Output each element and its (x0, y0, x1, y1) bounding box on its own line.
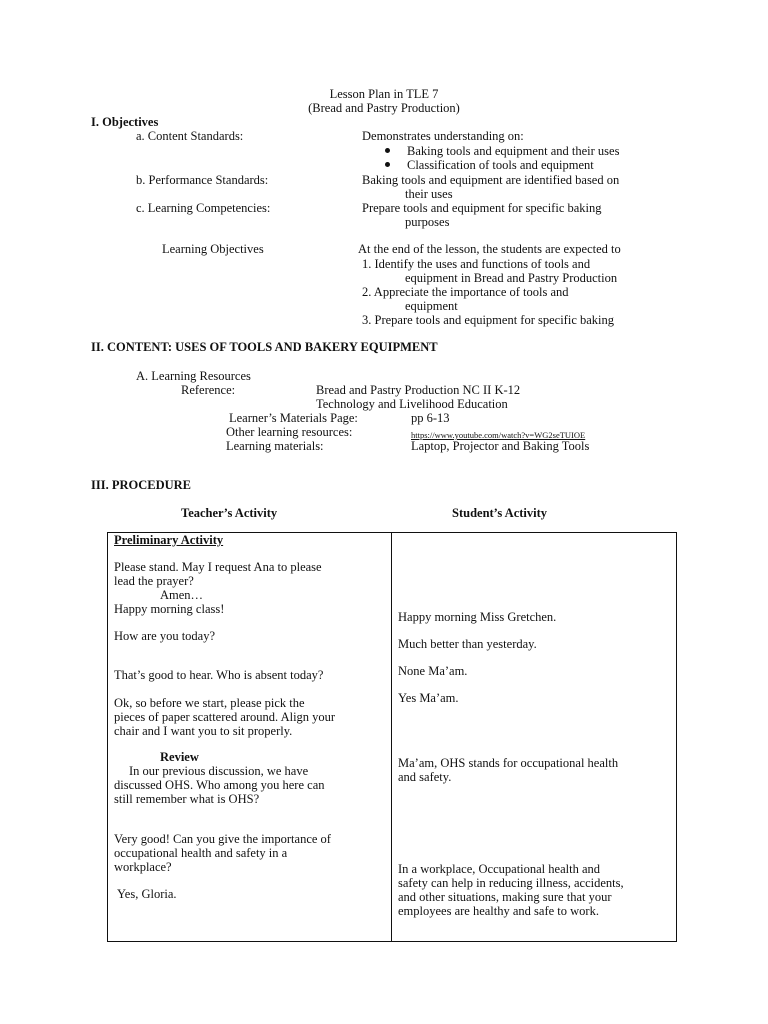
learning-objective-2a: 2. Appreciate the importance of tools and (362, 285, 569, 299)
student-line: Ma’am, OHS stands for occupational health (398, 756, 619, 770)
teacher-line: Please stand. May I request Ana to please (114, 560, 322, 574)
teacher-line: discussed OHS. Who among you here can (114, 778, 325, 792)
teacher-line: lead the prayer? (114, 574, 194, 588)
student-line: Much better than yesterday. (398, 637, 537, 651)
procedure-heading: III. PROCEDURE (91, 478, 192, 492)
teacher-line: pieces of paper scattered around. Align your (114, 710, 336, 724)
teacher-line: In our previous discussion, we have (129, 764, 309, 778)
performance-standards-value-1: Baking tools and equipment are identified based on (362, 173, 620, 187)
learning-materials-value: Laptop, Projector and Baking Tools (411, 439, 590, 453)
reference-value-2: Technology and Livelihood Education (316, 397, 508, 411)
activity-table (107, 532, 677, 942)
content-heading: II. CONTENT: USES OF TOOLS AND BAKERY EQUIPMENT (91, 340, 438, 354)
learning-objective-3: 3. Prepare tools and equipment for specific baking (362, 313, 615, 327)
content-bullet-2: Classification of tools and equipment (407, 158, 594, 172)
learning-resources-label: A. Learning Resources (136, 369, 251, 383)
teacher-line: Ok, so before we start, please pick the (114, 696, 305, 710)
student-line: In a workplace, Occupational health and (398, 862, 600, 876)
teacher-line: Happy morning class! (114, 602, 225, 616)
document-subtitle: (Bread and Pastry Production) (308, 101, 460, 115)
content-bullet-1: Baking tools and equipment and their uses (407, 144, 620, 158)
lm-page-value: pp 6-13 (411, 411, 450, 425)
student-line: Yes Ma’am. (398, 691, 459, 705)
student-activity-header: Student’s Activity (452, 506, 548, 520)
teacher-line: That’s good to hear. Who is absent today? (114, 668, 324, 682)
teacher-line: occupational health and safety in a (114, 846, 288, 860)
student-line: safety can help in reducing illness, accidents, (398, 876, 624, 890)
performance-standards-label: b. Performance Standards: (136, 173, 269, 187)
reference-label: Reference: (181, 383, 236, 397)
teacher-line: chair and I want you to sit properly. (114, 724, 293, 738)
lm-page-label: Learner’s Materials Page: (229, 411, 358, 425)
teacher-activity-header: Teacher’s Activity (181, 506, 278, 520)
student-line: Happy morning Miss Gretchen. (398, 610, 557, 624)
content-standards-label: a. Content Standards: (136, 129, 244, 143)
student-line: and other situations, making sure that your (398, 890, 612, 904)
learning-objectives-intro: At the end of the lesson, the students are expected to (358, 242, 621, 256)
youtube-link[interactable]: https://www.youtube.com/watch?v=WG2seTUIOE (411, 430, 586, 440)
learning-competencies-label: c. Learning Competencies: (136, 201, 271, 215)
student-line: employees are healthy and safe to work. (398, 904, 599, 918)
teacher-line: Very good! Can you give the importance of (114, 832, 331, 846)
teacher-line: How are you today? (114, 629, 216, 643)
bullet-icon (385, 148, 390, 153)
learning-objective-1b: equipment in Bread and Pastry Production (405, 271, 618, 285)
objectives-heading: I. Objectives (91, 115, 159, 129)
teacher-line: Amen… (160, 588, 204, 602)
document-title: Lesson Plan in TLE 7 (329, 87, 439, 101)
student-line: None Ma’am. (398, 664, 468, 678)
learning-objective-1a: 1. Identify the uses and functions of tools and (362, 257, 591, 271)
review-title: Review (160, 750, 199, 764)
content-standards-value: Demonstrates understanding on: (362, 129, 524, 143)
other-resources-label: Other learning resources: (226, 425, 353, 439)
learning-competencies-value-1: Prepare tools and equipment for specific baking (362, 201, 602, 215)
learning-objectives-label: Learning Objectives (162, 242, 264, 256)
reference-value-1: Bread and Pastry Production NC II K-12 (316, 383, 521, 397)
preliminary-activity-title: Preliminary Activity (114, 533, 224, 547)
column-divider (391, 533, 392, 941)
teacher-line: still remember what is OHS? (114, 792, 260, 806)
learning-materials-label: Learning materials: (226, 439, 324, 453)
performance-standards-value-2: their uses (405, 187, 453, 201)
learning-competencies-value-2: purposes (405, 215, 450, 229)
teacher-line: Yes, Gloria. (117, 887, 177, 901)
student-line: and safety. (398, 770, 452, 784)
teacher-line: workplace? (114, 860, 172, 874)
learning-objective-2b: equipment (405, 299, 458, 313)
bullet-icon (385, 162, 390, 167)
